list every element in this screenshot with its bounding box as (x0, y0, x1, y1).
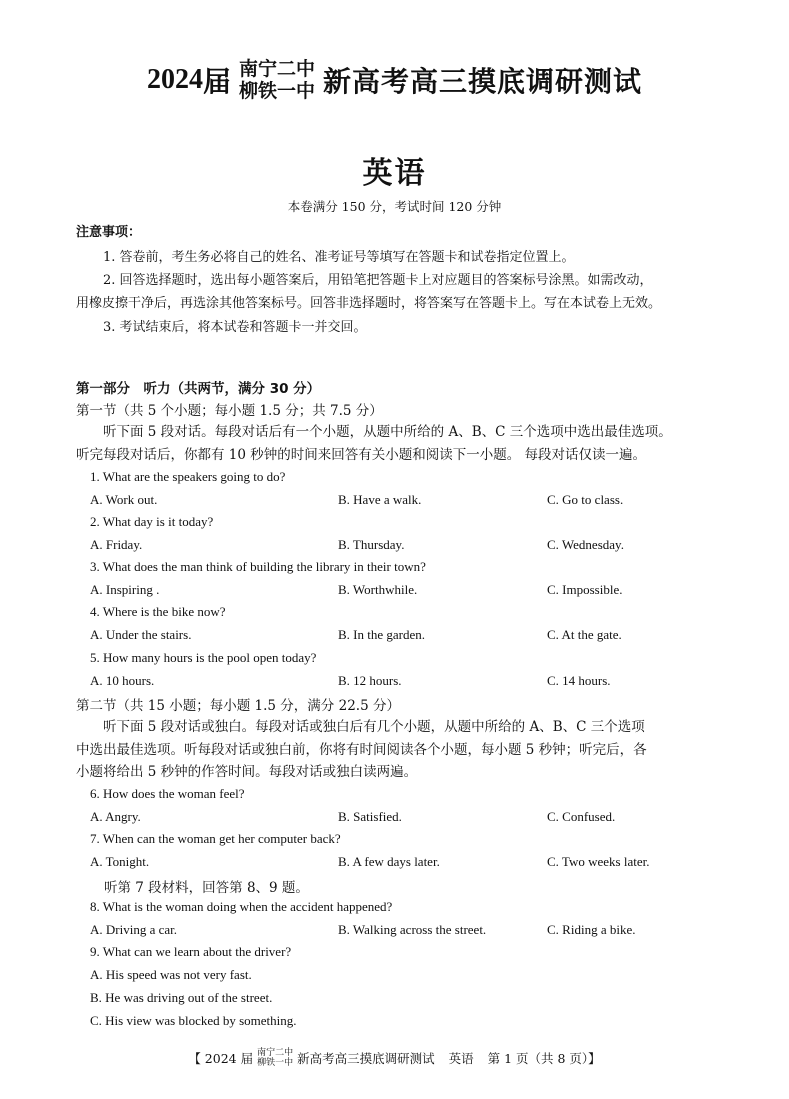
question-8: 8. What is the woman doing when the accident happened? (90, 899, 393, 914)
option-a[interactable]: A. His speed was not very fast. (90, 967, 252, 982)
exam-info: 本卷满分 150 分，考试时间 120 分钟 (287, 199, 502, 214)
option-b[interactable]: B. Walking across the street. (338, 922, 487, 937)
footer-subject: 英语 (448, 1051, 474, 1066)
title-schools (239, 58, 315, 102)
option-c[interactable]: C. Impossible. (547, 582, 623, 597)
notice-item-2: 2. 回答选择题时，选出每小题答案后，用铅笔把答题卡上对应题目的答案标号涂黑。如需改动， 用橡皮擦干净后，再选涂其他答案标号。回答非选择题时，将答案写在答题卡上。写在本试卷上无效。 (76, 273, 662, 311)
option-c[interactable]: C. Riding a bike. (547, 922, 636, 937)
option-a[interactable]: A. Under the stairs. (90, 627, 192, 642)
option-a[interactable]: A. Friday. (90, 537, 143, 552)
footer-school-1: 南宁二中 (257, 1048, 294, 1058)
question-1: 1. What are the speakers going to do? (90, 469, 286, 484)
option-c[interactable]: C. Confused. (547, 809, 616, 824)
option-b[interactable]: B. Worthwhile. (338, 582, 418, 597)
option-c[interactable]: C. Go to class. (547, 492, 624, 507)
section-1-instructions: 听下面 5 段对话。每段对话后有一个小题，从题中所给的 A、B、C 三个选项中选出最佳选项。 听完每段对话后，你都有 10 秒钟的时间来回答有关小题和阅读下一小题。 每段对话仅读一遍。 (76, 424, 672, 463)
section-2-heading: 第二节（共 15 小题；每小题 1.5 分，满分 22.5 分） (76, 698, 400, 714)
option-a[interactable]: A. Inspiring . (90, 582, 160, 597)
subject-title: 英语 (362, 156, 427, 191)
exam-title (0, 58, 789, 102)
option-b[interactable]: B. Thursday. (338, 537, 405, 552)
option-b[interactable]: B. He was driving out of the street. (90, 990, 273, 1005)
question-4: 4. Where is the bike now? (90, 604, 226, 619)
question-6: 6. How does the woman feel? (90, 786, 245, 801)
option-c[interactable]: C. His view was blocked by something. (90, 1013, 297, 1028)
option-c[interactable]: C. 14 hours. (547, 673, 611, 688)
footer-open: 【 2024 届 (188, 1051, 254, 1066)
notice-item-3: 3. 考试结束后，将本试卷和答题卡一并交回。 (103, 320, 367, 335)
option-a[interactable]: A. 10 hours. (90, 673, 155, 688)
notice-item-1: 1. 答卷前，考生务必将自己的姓名、准考证号等填写在答题卡和试卷指定位置上。 (103, 250, 575, 265)
title-school-1: 南宁二中 (238, 58, 315, 80)
question-9: 9. What can we learn about the driver? (90, 944, 292, 959)
question-7: 7. When can the woman get her computer back? (90, 831, 341, 846)
option-b[interactable]: B. 12 hours. (338, 673, 402, 688)
option-a[interactable]: A. Work out. (90, 492, 158, 507)
option-b[interactable]: B. In the garden. (338, 627, 426, 642)
question-3: 3. What does the man think of building the library in their town? (90, 559, 426, 574)
section-1-heading: 第一节（共 5 个小题；每小题 1.5 分；共 7.5 分） (76, 403, 383, 419)
question-2: 2. What day is it today? (90, 514, 214, 529)
option-c[interactable]: C. Two weeks later. (547, 854, 650, 869)
option-a[interactable]: A. Tonight. (90, 854, 150, 869)
question-5: 5. How many hours is the pool open today? (90, 650, 317, 665)
option-b[interactable]: B. Satisfied. (338, 809, 402, 824)
footer-school-2: 柳铁一中 (257, 1058, 294, 1068)
title-school-2: 柳铁一中 (238, 80, 315, 102)
title-main: 新高考高三摸底调研测试 (323, 65, 643, 98)
footer-title: 新高考高三摸底调研测试 (297, 1051, 435, 1066)
material-note: 听第 7 段材料，回答第 8、9 题。 (104, 880, 309, 896)
part-1-heading: 第一部分 听力（共两节，满分 30 分） (76, 381, 321, 397)
option-c[interactable]: C. At the gate. (547, 627, 622, 642)
title-year: 2024 (146, 64, 203, 95)
option-a[interactable]: A. Driving a car. (90, 922, 178, 937)
page-footer (0, 1048, 789, 1068)
option-a[interactable]: A. Angry. (90, 809, 141, 824)
option-c[interactable]: C. Wednesday. (547, 537, 624, 552)
title-jie: 届 (202, 65, 231, 98)
option-b[interactable]: B. Have a walk. (338, 492, 422, 507)
footer-schools (257, 1048, 293, 1068)
section-2-instructions: 听下面 5 段对话或独白。每段对话或独白后有几个小题，从题中所给的 A、B、C 三个选项 中选出最佳选项。听每段对话或独白前，你将有时间阅读各个小题，每小题 5 秒钟；听完后，各 小题将给出 5 秒钟的作答时间。每段对话或独白读两遍。 (76, 719, 647, 781)
footer-page-number: 第 1 页（共 8 页）】 (487, 1051, 601, 1066)
option-b[interactable]: B. A few days later. (338, 854, 440, 869)
notice-heading: 注意事项： (76, 225, 142, 240)
